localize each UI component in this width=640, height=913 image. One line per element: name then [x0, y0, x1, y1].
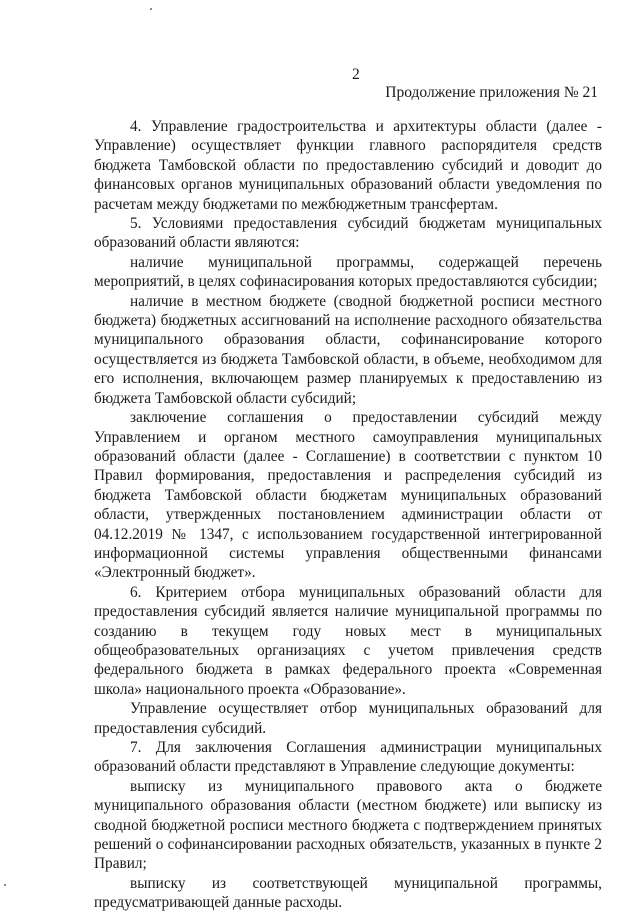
- scan-dot: [150, 8, 152, 10]
- document-body: [94, 117, 602, 913]
- condition-agreement: заключение соглашения о предоставлении субсидий между Управлением и органом местного самоуправления муниципальных образований области (далее - Соглашение) в соответствии с пунктом 10 Правил формирования, предоставления и распределения субсидий из бюджета Тамбовской области бюджетам муниципальных образований области, утвержденных постановлением администрации области от 04.12.2019 № 1347, с использованием государственной интегрированной информационной системы управления общественными финансами «Электронный бюджет».: [94, 409, 602, 582]
- document-program-extract: выписку из соответствующей муниципальной программы, предусматривающей данные расходы.: [94, 874, 602, 912]
- paragraph-item-4: 4. Управление градостроительства и архитектуры области (далее - Управление) осуществляет функции главного распорядителя средств бюджета Тамбовской области по предоставлению субсидий и доводит до финансовых органов муниципальных образований области уведомления по расчетам между бюджетами по межбюджетным трансфертам.: [94, 118, 602, 213]
- appendix-continuation-label: Продолжение приложения № 21: [385, 84, 598, 101]
- condition-budget: наличие в местном бюджете (сводной бюджетной росписи местного бюджета) бюджетных ассигнований на исполнение расходного обязательства муниципального образования области, софинансирование которого осуществляется из бюджета Тамбовской области, в объеме, необходимом для его исполнения, включающем размер планируемых к предоставлению из бюджета Тамбовской области субсидий;: [94, 292, 602, 407]
- document-budget-extract: выписку из муниципального правового акта о бюджете муниципального образования области (местном бюджете) или выписку из сводной бюджетной росписи местного бюджета с подтверждением принятых решений о софинансировании расходных обязательств, указанных в пункте 2 Правил;: [94, 777, 602, 873]
- paragraph-item-5: 5. Условиями предоставления субсидий бюджетам муниципальных образований области являются:: [94, 215, 602, 252]
- condition-program: наличие муниципальной программы, содержащей перечень мероприятий, в целях софинасирования которых предоставляются субсидии;: [94, 253, 602, 291]
- paragraph-item-7: 7. Для заключения Соглашения администрации муниципальных образований области представляют в Управление следующие документы:: [94, 739, 602, 776]
- page-number: 2: [352, 66, 360, 83]
- scan-dot: [4, 884, 6, 886]
- paragraph-item-6: 6. Критерием отбора муниципальных образований области для предоставления субсидий является наличие муниципальной программы по созданию в текущем году новых мест в муниципальных общеобразовательных организациях с учетом привлечения средств федерального бюджета в рамках федерального проекта «Современная школа» национального проекта «Образование».: [94, 583, 602, 698]
- selection-paragraph: Управление осуществляет отбор муниципальных образований для предоставления субсидий.: [94, 700, 602, 737]
